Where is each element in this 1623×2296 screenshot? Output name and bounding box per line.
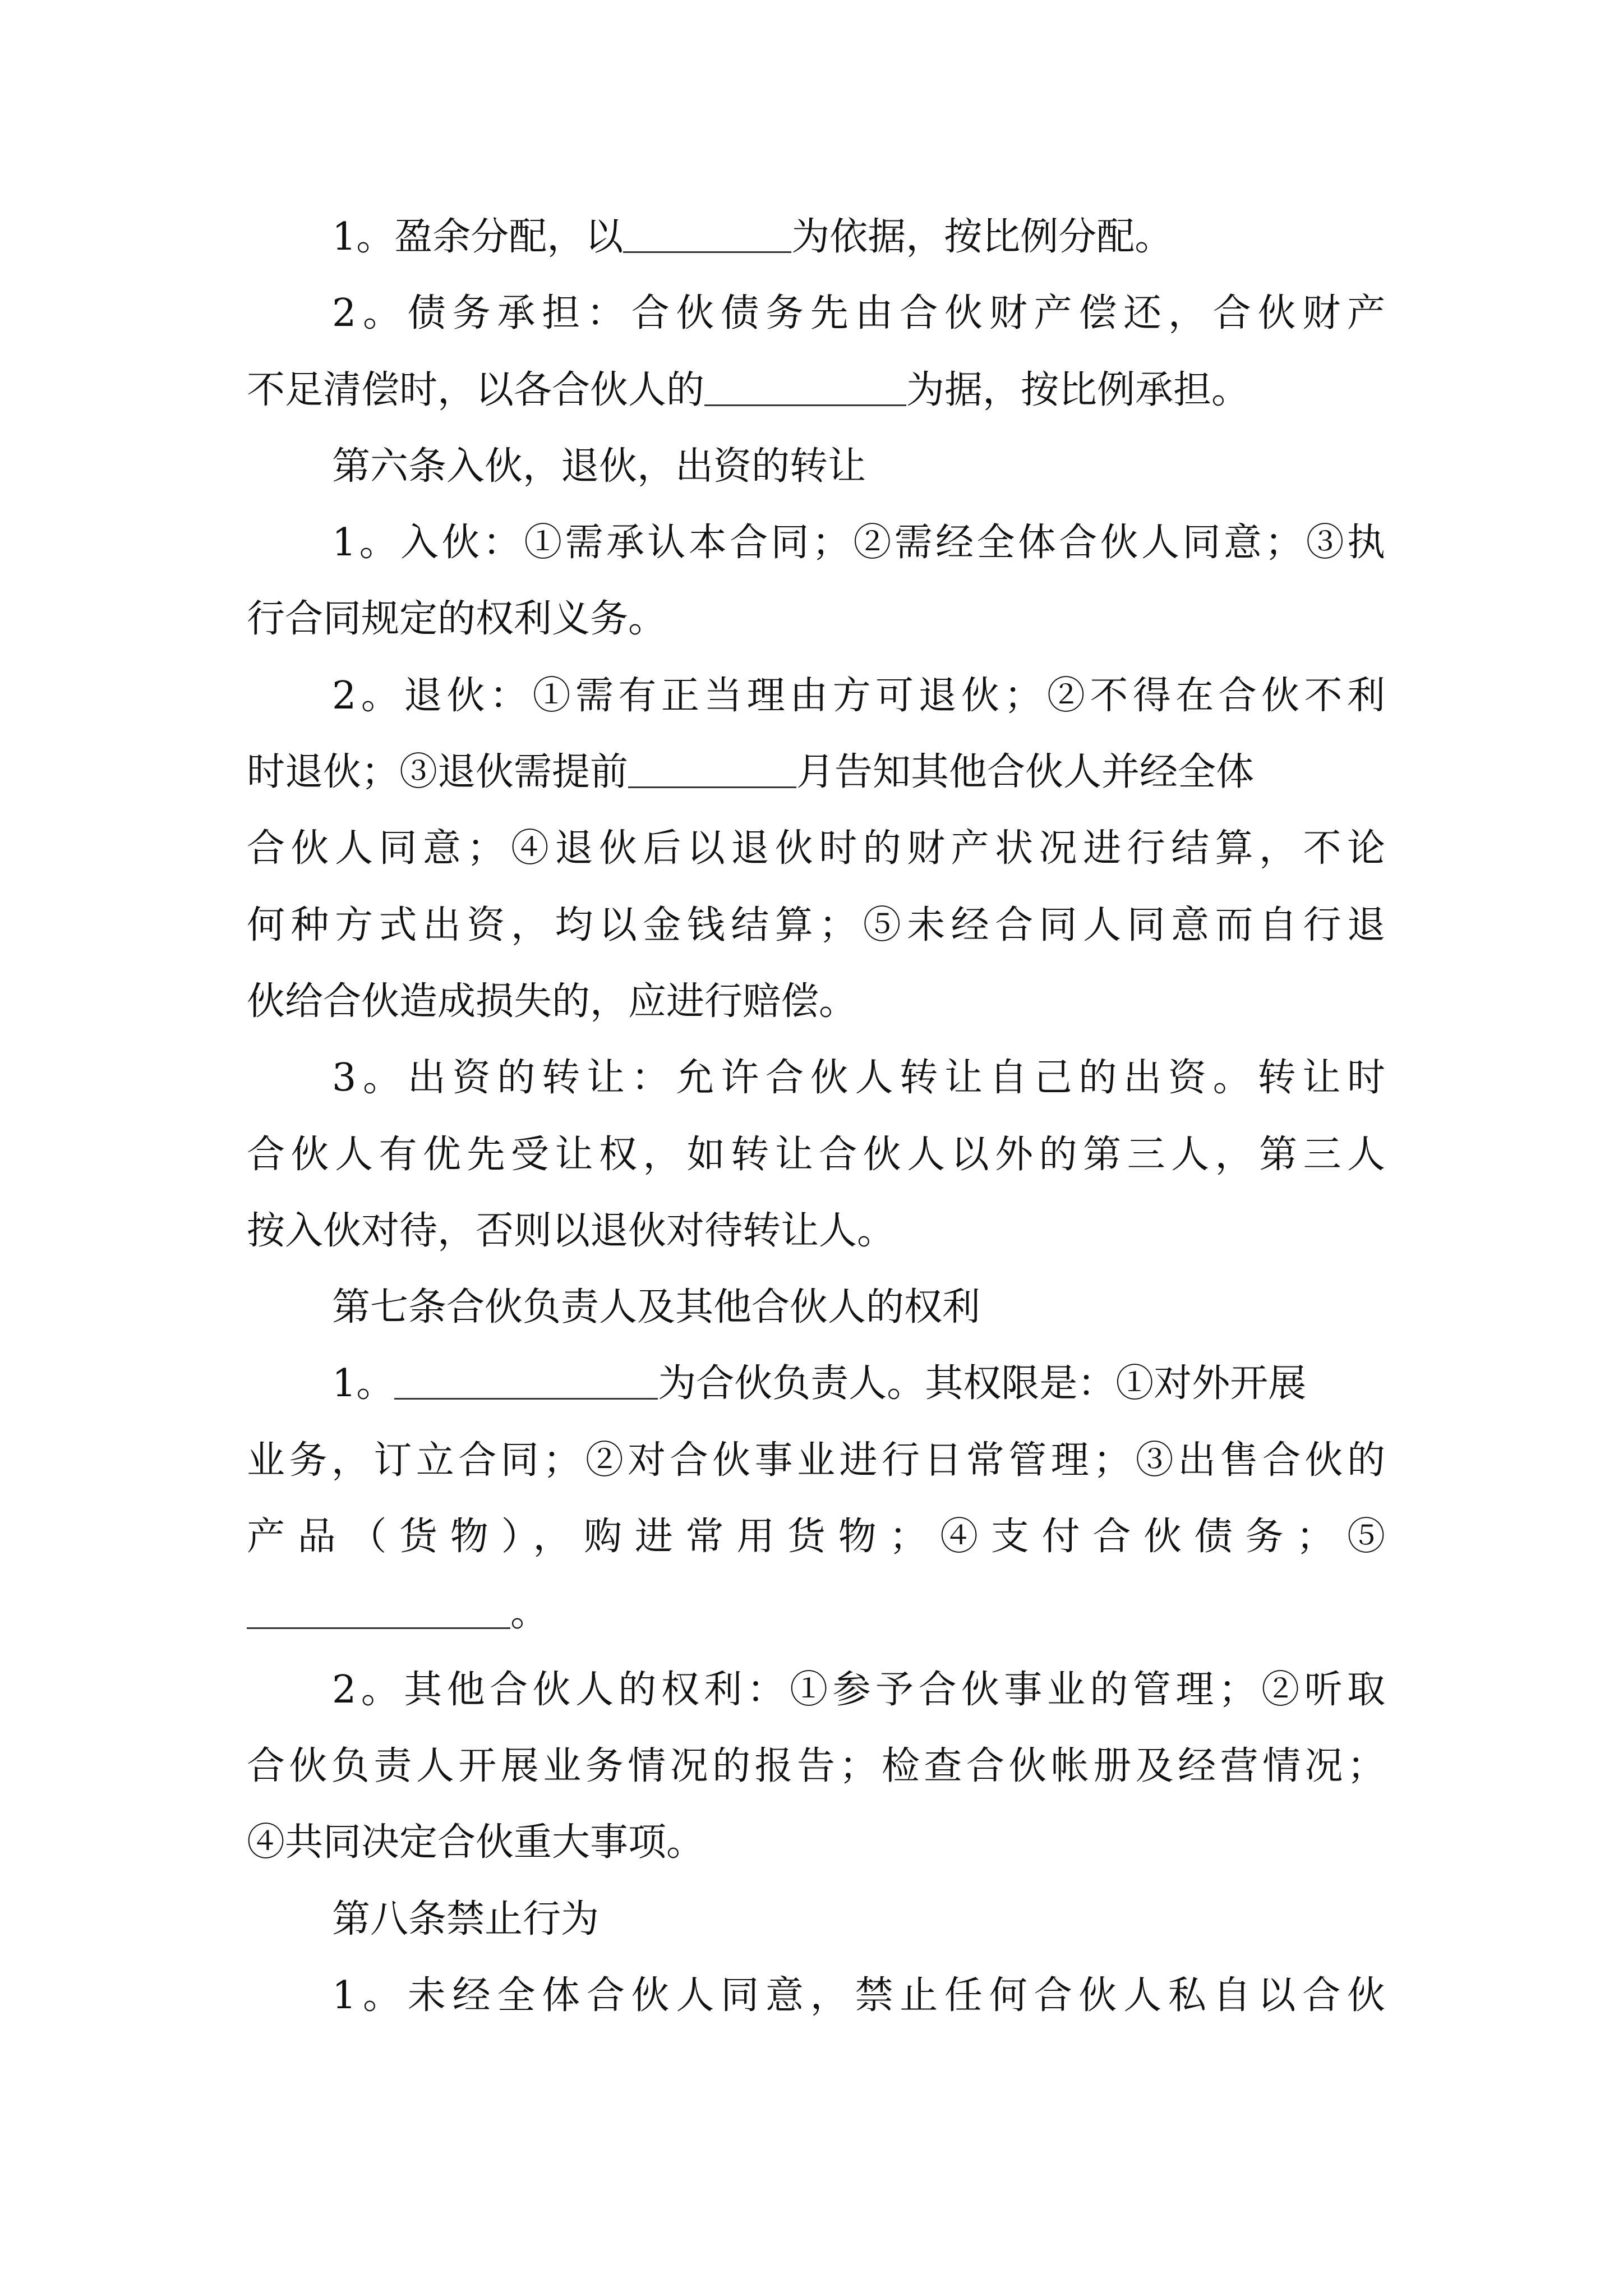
clause-7-1-line-1	[247, 1346, 1385, 1422]
text-segment: 合伙人同意；④退伙后以退伙时的财产状况进行结算，不论	[247, 826, 1385, 871]
clause-6-2-line-5	[247, 964, 1385, 1040]
text-segment: 2。其他合伙人的权利：①参予合伙事业的管理；②听取	[332, 1667, 1385, 1712]
text-segment: 2。退伙：①需有正当理由方可退伙；②不得在合伙不利	[332, 673, 1385, 718]
text-segment: 2。债务承担：合伙债务先由合伙财产偿还，合伙财产	[332, 291, 1385, 336]
clause-6-1-line-2	[247, 581, 1385, 657]
fill-in-blank[interactable]	[247, 1596, 510, 1629]
clause-6-2-line-3	[247, 811, 1385, 887]
text-segment: 第六条入伙，退伙，出资的转让	[332, 444, 866, 489]
text-segment: 1。盈余分配，以	[332, 215, 624, 259]
clause-6-2-line-2	[247, 734, 1385, 811]
clause-7-1-line-2	[247, 1423, 1385, 1499]
clause-5-2-debt-line-2	[247, 352, 1385, 429]
text-segment: 1。未经全体合伙人同意，禁止任何合伙人私自以合伙	[332, 1973, 1385, 2018]
fill-in-blank[interactable]	[704, 373, 906, 406]
article-8-heading	[247, 1881, 1385, 1958]
text-segment: 为依据，按比例分配。	[791, 215, 1173, 259]
text-segment: 产品（货物），购进常用货物；④支付合伙债务；⑤	[247, 1515, 1385, 1559]
clause-7-2-line-1	[247, 1652, 1385, 1728]
clause-5-2-debt-line-1	[247, 275, 1385, 352]
text-segment: 为合伙负责人。其权限是：①对外开展	[658, 1361, 1307, 1406]
clause-5-1-profit-distribution	[247, 199, 1385, 275]
text-segment: 1。入伙：①需承认本合同；②需经全体合伙人同意；③执	[332, 521, 1385, 565]
text-segment: 。	[510, 1591, 549, 1636]
text-segment: 合伙负责人开展业务情况的报告；检查合伙帐册及经营情况；	[247, 1743, 1385, 1788]
clause-6-1-line-1	[247, 505, 1385, 581]
article-6-heading	[247, 429, 1385, 505]
fill-in-blank[interactable]	[623, 220, 791, 253]
clause-7-1-line-4	[247, 1575, 1385, 1651]
text-segment: 第七条合伙负责人及其他合伙人的权利	[332, 1285, 981, 1330]
text-segment: 1。	[332, 1361, 395, 1406]
text-segment: 第八条禁止行为	[332, 1897, 600, 1941]
text-segment: 按入伙对待，否则以退伙对待转让人。	[247, 1208, 896, 1253]
text-segment: 业务，订立合同；②对合伙事业进行日常管理；③出售合伙的	[247, 1438, 1385, 1483]
clause-6-3-line-3	[247, 1193, 1385, 1269]
fill-in-blank[interactable]	[628, 755, 796, 788]
clause-6-2-line-4	[247, 887, 1385, 964]
text-segment: 不足清偿时，以各合伙人的	[247, 367, 705, 412]
clause-6-3-line-2	[247, 1117, 1385, 1193]
clause-6-2-line-1	[247, 658, 1385, 734]
text-segment: 为据，按比例承担。	[906, 367, 1250, 412]
text-segment: 月告知其他合伙人并经全体	[796, 750, 1255, 795]
article-7-heading	[247, 1269, 1385, 1346]
text-segment: 时退伙；③退伙需提前	[247, 750, 629, 795]
text-segment: ④共同决定合伙重大事项。	[247, 1820, 705, 1865]
clause-7-2-line-3	[247, 1805, 1385, 1881]
fill-in-blank[interactable]	[394, 1366, 658, 1400]
clause-7-2-line-2	[247, 1728, 1385, 1805]
clause-7-1-line-3	[247, 1499, 1385, 1575]
clause-6-3-line-1	[247, 1040, 1385, 1116]
text-segment: 合伙人有优先受让权，如转让合伙人以外的第三人，第三人	[247, 1132, 1385, 1177]
clause-8-1-line-1	[247, 1958, 1385, 2034]
document-body	[247, 199, 1385, 2034]
text-segment: 伙给合伙造成损失的，应进行赔偿。	[247, 979, 857, 1024]
text-segment: 行合同规定的权利义务。	[247, 597, 667, 642]
text-segment: 3。出资的转让：允许合伙人转让自己的出资。转让时	[332, 1056, 1385, 1101]
text-segment: 何种方式出资，均以金钱结算；⑤未经合同人同意而自行退	[247, 903, 1385, 947]
